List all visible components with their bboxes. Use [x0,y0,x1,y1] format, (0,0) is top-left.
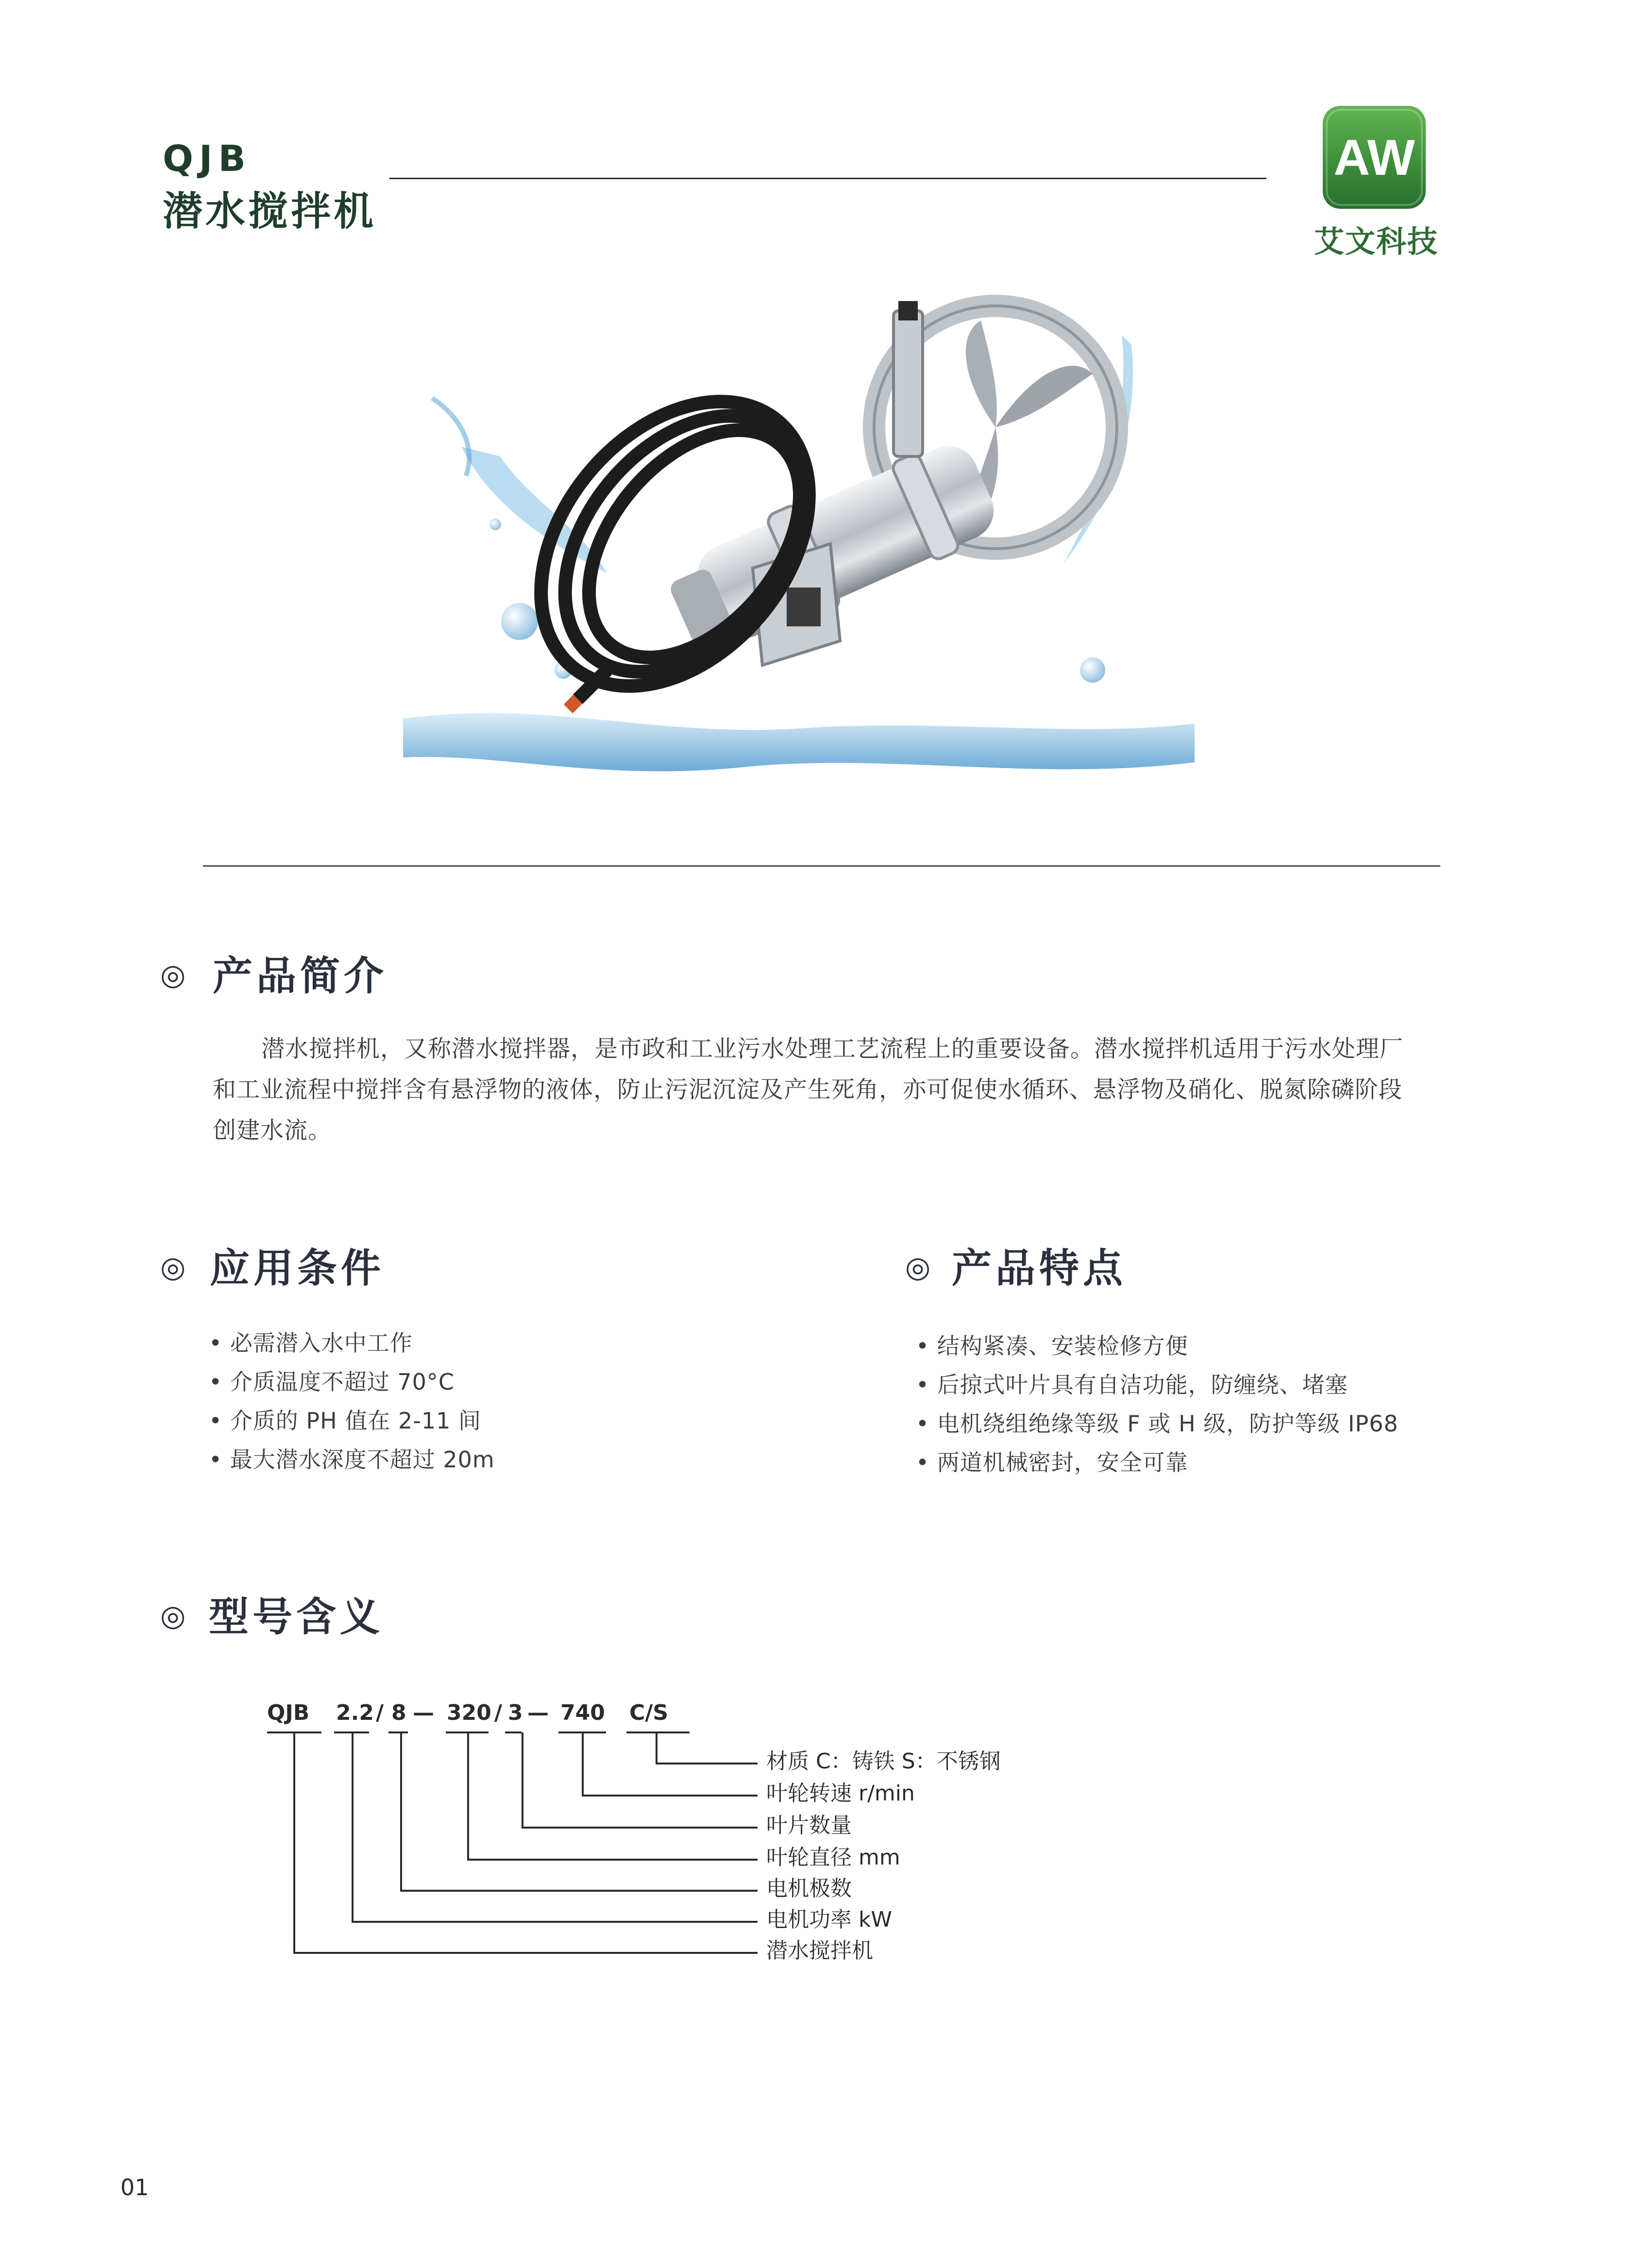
intro-heading: 产品简介 [213,953,388,999]
legend-series: 潜水搅拌机 [766,1938,873,1963]
code-part-blades: 3 [508,1700,523,1725]
list-item: • 介质的 PH 值在 2-11 间 [209,1408,481,1434]
company-name: 艾文科技 [1314,224,1438,259]
code-part-material: C/S [629,1700,669,1725]
legend-speed: 叶轮转速 r/min [766,1781,915,1806]
product-name: 潜水搅拌机 [163,188,377,235]
legend-material: 材质 C：铸铁 S：不锈钢 [766,1749,1001,1774]
code-separator: / [494,1700,503,1725]
code-separator: / [376,1700,384,1725]
page-number: 01 [120,2174,149,2201]
legend-poles: 电机极数 [766,1876,852,1901]
features-heading: 产品特点 [952,1245,1127,1292]
model-marker: ◎ [160,1599,186,1633]
list-item: • 介质温度不超过 70°C [209,1369,455,1395]
code-dash: — [527,1700,549,1725]
code-part-speed: 740 [560,1700,605,1725]
conditions-marker: ◎ [160,1250,186,1284]
legend-power: 电机功率 kW [766,1907,892,1932]
list-item: • 最大潜水深度不超过 20m [209,1446,495,1473]
features-marker: ◎ [905,1250,931,1284]
list-item: • 必需潜入水中工作 [209,1330,413,1356]
list-item: • 后掠式叶片具有自洁功能，防缠绕、堵塞 [916,1372,1348,1398]
legend-blades: 叶片数量 [766,1813,852,1838]
intro-line: 潜水搅拌机，又称潜水搅拌器，是市政和工业污水处理工艺流程上的重要设备。潜水搅拌机适用于污水处理厂 [261,1035,1404,1062]
intro-line: 创建水流。 [213,1117,332,1144]
code-part-series: QJB [267,1700,310,1725]
intro-marker: ◎ [160,958,186,992]
code-part-power: 2.2 [336,1700,374,1725]
list-item: • 电机绕组绝缘等级 F 或 H 级，防护等级 IP68 [916,1411,1399,1437]
list-item: • 两道机械密封，安全可靠 [916,1449,1188,1476]
conditions-heading: 应用条件 [210,1245,385,1292]
list-item: • 结构紧凑、安装检修方便 [916,1333,1188,1359]
legend-diameter: 叶轮直径 mm [766,1845,900,1870]
code-part-poles: 8 [391,1700,406,1725]
product-code: QJB [163,138,252,180]
code-part-diameter: 320 [447,1700,491,1725]
logo-mark-text: AW [1333,130,1415,186]
intro-line: 和工业流程中搅拌含有悬浮物的液体，防止污泥沉淀及产生死角，亦可促使水循环、悬浮物及硝化、脱氮除磷阶段 [213,1076,1403,1103]
code-dash: — [413,1700,434,1725]
model-heading: 型号含义 [209,1594,384,1640]
